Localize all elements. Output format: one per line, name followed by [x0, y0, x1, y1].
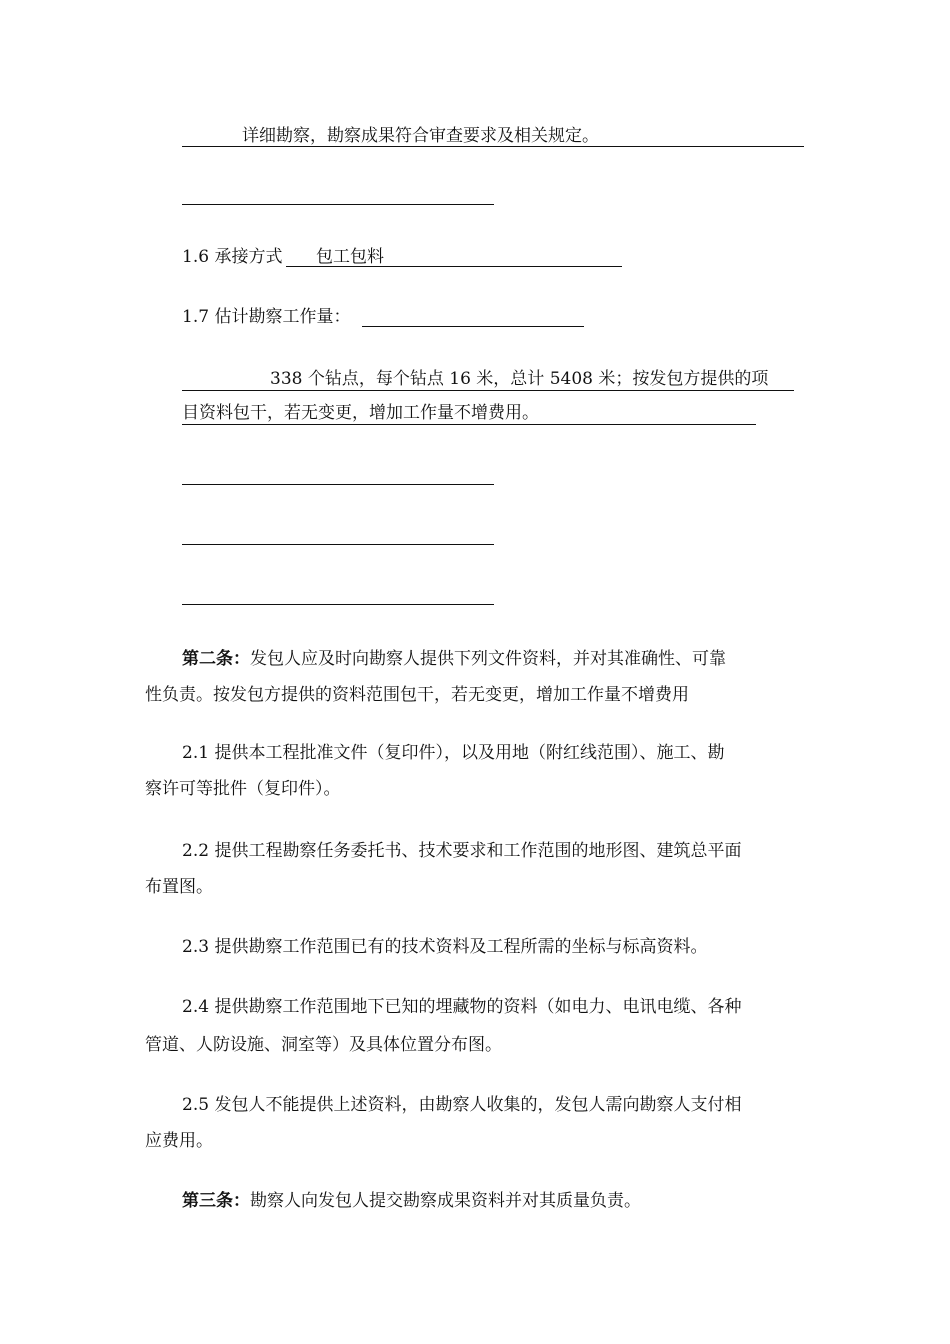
- blank-underline: [182, 604, 494, 605]
- item-1-7-label: 1.7 估计勘察工作量：: [182, 307, 351, 327]
- item-1-6-value: 包工包料: [316, 247, 384, 267]
- article-3-paragraph: [182, 1190, 641, 1212]
- item-2-5-line-2: 应费用。: [145, 1131, 213, 1151]
- item-2-4-line-1: 2.4 提供勘察工作范围地下已知的埋藏物的资料（如电力、电讯电缆、各种: [182, 997, 742, 1017]
- blank-underline: [182, 484, 494, 485]
- article-3-text: 勘察人向发包人提交勘察成果资料并对其质量负责。: [250, 1191, 641, 1211]
- item-2-5-line-1: 2.5 发包人不能提供上述资料，由勘察人收集的，发包人需向勘察人支付相: [182, 1095, 742, 1115]
- article-2-paragraph-line-1: [182, 648, 726, 670]
- item-2-3-line-1: 2.3 提供勘察工作范围已有的技术资料及工程所需的坐标与标高资料。: [182, 937, 708, 957]
- workload-underline-1: [182, 390, 794, 391]
- article-2-paragraph-line-2: 性负责。按发包方提供的资料范围包干，若无变更，增加工作量不增费用: [145, 685, 689, 705]
- item-1-7-underline: [362, 326, 584, 327]
- article-3-heading: 第三条：: [182, 1191, 250, 1211]
- item-2-4-line-2: 管道、人防设施、洞室等）及具体位置分布图。: [145, 1035, 502, 1055]
- item-2-2-line-2: 布置图。: [145, 877, 213, 897]
- workload-text-line-1: 338 个钻点，每个钻点 16 米，总计 5408 米；按发包方提供的项: [270, 369, 769, 389]
- item-1-6-label: 1.6 承接方式: [182, 247, 283, 267]
- workload-text-line-2: 目资料包干，若无变更，增加工作量不增费用。: [182, 403, 539, 423]
- article-2-intro: 发包人应及时向勘察人提供下列文件资料，并对其准确性、可靠: [250, 649, 726, 669]
- article-2-heading: 第二条：: [182, 649, 250, 669]
- blank-underline: [182, 204, 494, 205]
- scope-continuation-text: 详细勘察，勘察成果符合审查要求及相关规定。: [242, 126, 599, 146]
- item-2-1-line-2: 察许可等批件（复印件）。: [145, 779, 341, 799]
- workload-underline-2: [182, 424, 756, 425]
- item-2-2-line-1: 2.2 提供工程勘察任务委托书、技术要求和工作范围的地形图、建筑总平面: [182, 841, 742, 861]
- item-2-1-line-1: 2.1 提供本工程批准文件（复印件），以及用地（附红线范围）、施工、勘: [182, 743, 725, 763]
- blank-underline: [182, 544, 494, 545]
